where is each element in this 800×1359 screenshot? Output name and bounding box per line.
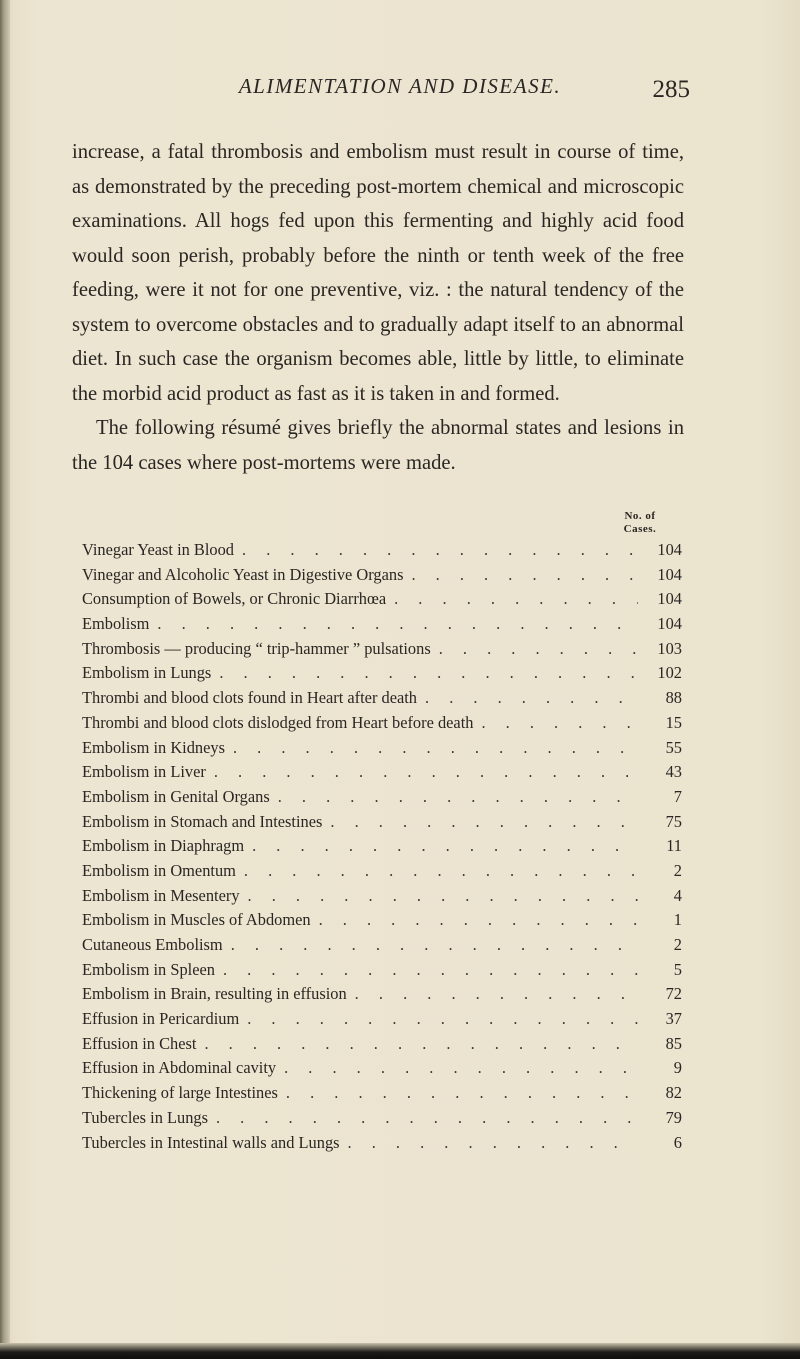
table-row [82, 686, 682, 711]
dot-leader [411, 563, 638, 588]
dot-leader [319, 908, 638, 933]
dot-leader [214, 760, 638, 785]
lesion-name: Consumption of Bowels, or Chronic Diarrhœa [82, 589, 387, 609]
case-count: 72 [638, 982, 682, 1007]
lesion-name: Embolism in Omentum [82, 860, 236, 880]
case-count: 2 [638, 859, 682, 884]
dot-leader [223, 958, 638, 983]
lesion-table [82, 538, 682, 1155]
page-number: 285 [652, 76, 690, 103]
table-row [82, 908, 682, 933]
table-row [82, 563, 682, 588]
case-count: 104 [638, 612, 682, 637]
table-row [82, 736, 682, 761]
case-count: 37 [638, 1007, 682, 1032]
table-row [82, 760, 682, 785]
dot-leader [330, 810, 638, 835]
table-row [82, 1007, 682, 1032]
lesion-name: Embolism [82, 614, 150, 634]
dot-leader [244, 859, 638, 884]
dot-leader [204, 1032, 638, 1057]
case-count: 104 [638, 538, 682, 563]
case-count: 104 [638, 563, 682, 588]
dot-leader [157, 612, 638, 637]
lesion-name: Embolism in Stomach and Intestines [82, 811, 323, 831]
dot-leader [231, 933, 638, 958]
dot-leader [247, 1007, 638, 1032]
table-row [82, 933, 682, 958]
lesion-name: Tubercles in Lungs [82, 1107, 208, 1127]
lesion-name: Effusion in Abdominal cavity [82, 1058, 277, 1078]
paragraph: The following résumé gives briefly the abnormal states and lesions in the 104 cases where post-mortems were made. [72, 417, 684, 474]
case-count: 15 [638, 711, 682, 736]
lesion-name: Thickening of large Intestines [82, 1083, 278, 1103]
dot-leader [284, 1056, 638, 1081]
case-count: 82 [638, 1081, 682, 1106]
dot-leader [248, 884, 638, 909]
dot-leader [355, 982, 638, 1007]
lesion-name: Thrombosis — producing “ trip-hammer ” pulsations [82, 638, 431, 658]
case-count: 9 [638, 1056, 682, 1081]
lesion-name: Embolism in Liver [82, 762, 206, 782]
case-count: 104 [638, 587, 682, 612]
table-row [82, 1056, 682, 1081]
table-row [82, 810, 682, 835]
dot-leader [348, 1131, 638, 1156]
case-count: 102 [638, 661, 682, 686]
case-count: 88 [638, 686, 682, 711]
lesion-name: Thrombi and blood clots dislodged from Heart before death [82, 712, 474, 732]
dot-leader [252, 834, 638, 859]
dot-leader [242, 538, 638, 563]
dot-leader [216, 1106, 638, 1131]
page-bottom-edge [0, 1343, 800, 1359]
table-row [82, 1032, 682, 1057]
dot-leader [278, 785, 638, 810]
lesion-name: Embolism in Mesentery [82, 885, 240, 905]
dot-leader [394, 587, 638, 612]
lesion-name: Effusion in Chest [82, 1033, 197, 1053]
running-header: ALIMENTATION AND DISEASE. [238, 74, 562, 98]
page-gutter [0, 0, 10, 1359]
table-row [82, 661, 682, 686]
dot-leader [219, 661, 638, 686]
lesion-name: Embolism in Kidneys [82, 737, 225, 757]
case-count: 43 [638, 760, 682, 785]
case-count: 5 [638, 958, 682, 983]
case-count: 4 [638, 884, 682, 909]
lesion-name: Embolism in Muscles of Abdomen [82, 910, 311, 930]
column-header-line: Cases. [623, 523, 657, 535]
table-row [82, 1081, 682, 1106]
dot-leader [425, 686, 638, 711]
dot-leader [233, 736, 638, 761]
lesion-name: Embolism in Spleen [82, 959, 215, 979]
lesion-name: Embolism in Genital Organs [82, 786, 270, 806]
dot-leader [439, 637, 638, 662]
table-row [82, 884, 682, 909]
table-row [82, 711, 682, 736]
table-row [82, 834, 682, 859]
lesion-name: Tubercles in Intestinal walls and Lungs [82, 1132, 340, 1152]
dot-leader [481, 711, 638, 736]
table-row [82, 612, 682, 637]
table-row [82, 1106, 682, 1131]
table-row [82, 538, 682, 563]
lesion-name: Embolism in Brain, resulting in effusion [82, 984, 347, 1004]
table-row [82, 637, 682, 662]
table-row [82, 785, 682, 810]
case-count: 55 [638, 736, 682, 761]
table-row [82, 982, 682, 1007]
case-count: 2 [638, 933, 682, 958]
lesion-name: Thrombi and blood clots found in Heart after death [82, 688, 417, 708]
lesion-name: Effusion in Pericardium [82, 1009, 240, 1029]
case-count: 6 [638, 1131, 682, 1156]
lesion-name: Vinegar and Alcoholic Yeast in Digestive Organs [82, 564, 404, 584]
case-count: 85 [638, 1032, 682, 1057]
cases-column-header [600, 510, 680, 536]
lesion-name: Vinegar Yeast in Blood [82, 540, 234, 559]
lesion-name: Cutaneous Embolism [82, 935, 223, 954]
case-count: 1 [638, 908, 682, 933]
table-row [82, 1131, 682, 1156]
case-count: 7 [638, 785, 682, 810]
table-row [82, 958, 682, 983]
lesion-name: Embolism in Lungs [82, 663, 212, 683]
paragraph: increase, a fatal thrombosis and embolism must result in course of time, as demonstrated by the preceding post-mortem chemical and microscopic examinations. All hogs fed upon this fermenting and highly acid food would soon perish, probably before the ninth or tenth week of the free feeding, were it not for one preventive, viz. : the natural tendency of the system to overcome obstacles and to gradually adapt itself to an abnormal diet. In such case the organism becomes able, little by little, to eliminate the morbid acid product as fast as it is taken in and formed. [72, 141, 684, 405]
case-count: 75 [638, 810, 682, 835]
body-text [72, 135, 684, 480]
dot-leader [286, 1081, 638, 1106]
column-header-line: No. of [624, 510, 656, 522]
table-row [82, 587, 682, 612]
lesion-name: Embolism in Diaphragm [82, 836, 245, 856]
case-count: 79 [638, 1106, 682, 1131]
table-row [82, 859, 682, 884]
case-count: 11 [638, 834, 682, 859]
case-count: 103 [638, 637, 682, 662]
